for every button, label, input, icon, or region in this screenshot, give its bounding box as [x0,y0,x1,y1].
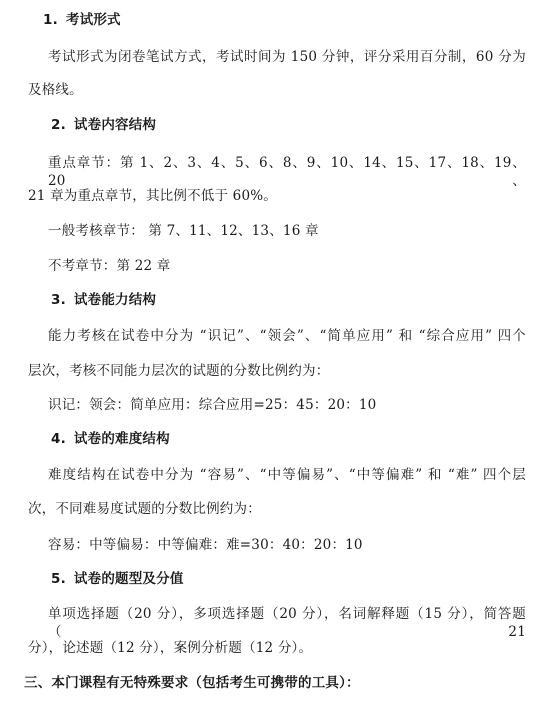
section-heading [51,291,156,309]
section-heading [51,430,170,448]
paragraph-line: 能力考核在试卷中分为 “识记”、“领会”、“简单应用” 和 “综合应用” 四个 [48,328,526,344]
paragraph-line: 难度结构在试卷中分为 “容易”、“中等偏易”、“中等偏难” 和 “难” 四个层 [48,467,526,483]
section-number: 1. [43,12,58,28]
paragraph-line: 考试形式为闭卷笔试方式，考试时间为 150 分钟，评分采用百分制，60 分为 [48,49,526,65]
paragraph-line: 次，不同难易度试题的分数比例约为： [28,501,261,517]
paragraph-line: 分），论述题（12 分），案例分析题（12 分）。 [28,640,313,656]
paragraph-line: 及格线。 [28,82,83,98]
section-title: 试卷能力结构 [73,292,157,308]
section-number: 3. [51,292,66,308]
section-title: 试卷内容结构 [73,117,157,133]
paragraph-line: 层次，考核不同能力层次的试题的分数比例约为： [28,363,330,379]
section-title: 考试形式 [65,12,121,28]
paragraph-line: 一般考核章节： 第 7、11、12、13、16 章 [48,223,319,239]
section-number: 5. [51,571,66,587]
paragraph-line: 单项选择题（20 分），多项选择题（20 分），名词解释题（15 分），简答题（21 [48,606,526,640]
chapter-heading: 三、本门课程有无特殊要求（包括考生可携带的工具）： [24,675,360,691]
section-title: 试卷的题型及分值 [73,571,184,587]
section-heading [51,116,156,134]
section-number: 2. [51,117,66,133]
ratio-line: 识记：领会：简单应用：综合应用=25：45：20：10 [48,397,377,413]
section-heading [43,11,121,29]
paragraph-line: 21 章为重点章节，其比例不低于 60%。 [28,188,277,204]
section-heading [51,570,184,588]
section-number: 4. [51,431,66,447]
section-title: 试卷的难度结构 [73,431,170,447]
ratio-line: 容易：中等偏易：中等偏难：难=30：40：20：10 [48,537,363,553]
paragraph-line: 不考章节：第 22 章 [48,258,171,274]
paragraph-line: 重点章节：第 1、2、3、4、5、6、8、9、10、14、15、17、18、19、20、 [48,155,526,189]
